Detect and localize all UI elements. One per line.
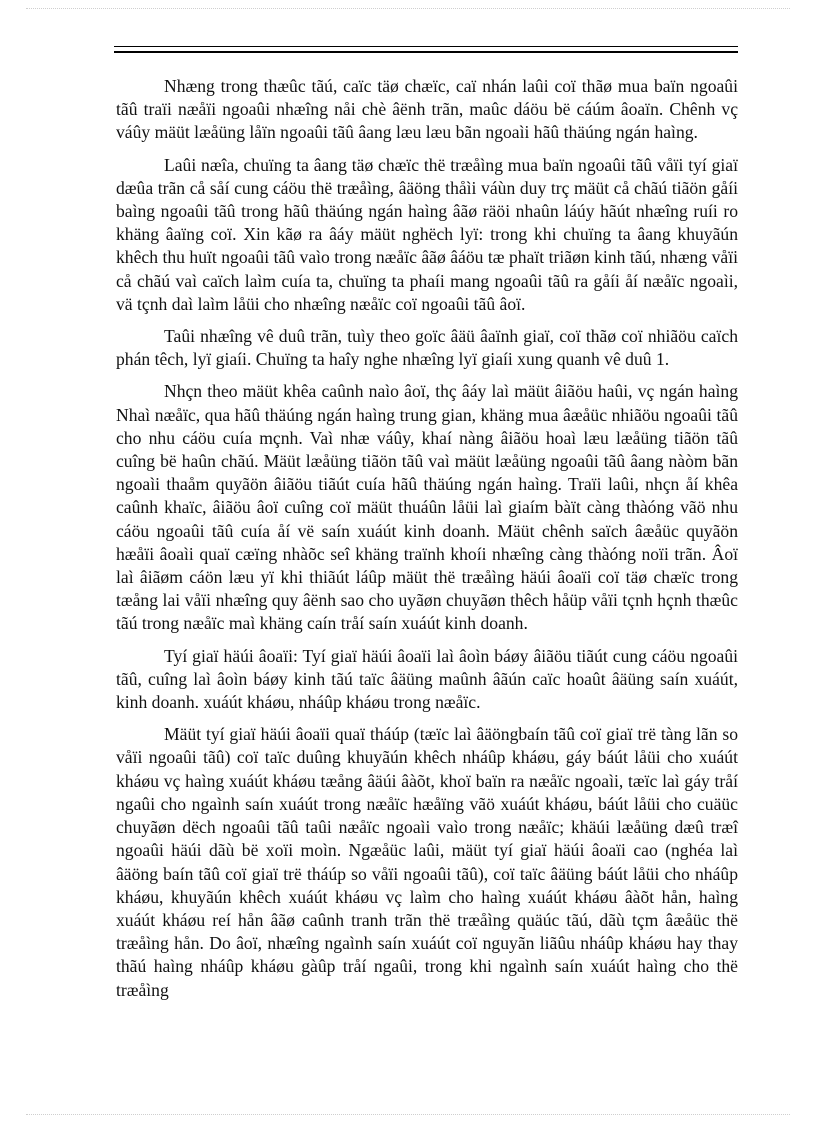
paragraph-6: Mäüt tyí giaï häúi âoaïi quaï tháúp (tæïc laì âäöngbaín tãû coï giaï trë tàng lãn so våïi ngoaûi tãû) coï taïc duûng khuyãún khêch nháûp kháøu, gáy báút låüi cho xuáút kháøu vç haìng xuáút kháøu tæång âäúi âàõt, khoï baïn ra næåïc ngoaìi, tæïc laì gáy tråí ngaûi cho ngaình saín xuáút trong næåïc hæåïng vãö xuáút kháøu, báút låüi cho cuäüc chuyãøn dëch ngoaûi tãû taûi næåïc ngoaìi vaìo trong næåïc; khäúi læåüng dæû træî ngoaûi häúi dãù bë xoïi moìn. Ngæåüc laûi, mäüt tyí giaï häúi âoaïi cao (nghéa laì âäöng baín tãû coï giaï trë tháúp so våïi ngoaûi tãû), coï taïc âäüng báút låüi cho nháûp kháøu, khuyãún khêch xuáút kháøu vç laìm cho haìng xuáút kháøu âàõt hån, haìng xuáút kháøu reí hån âãø caûnh tranh trãn thë træåìng quäúc tãú, dãù tçm âæåüc thë træåìng hån. Do âoï, nhæîng ngaình saín xuáút coï nguyãn liãûu nháûp kháøu hay thay thãú haìng nháûp kháøu gàûp tråí ngaûi, trong khi ngaình saín xuáút haìng cho thë træåìng: [116, 724, 738, 1000]
paragraph-1: Nhæng trong thæûc tãú, caïc täø chæïc, caï nhán laûi coï thãø mua baïn ngoaûi tãû traïi næåïi ngoaûi nhæîng nåi chè âënh trãn, maûc dáöu bë cáúm âoaïn. Chênh vç váûy mäüt læåüng låïn ngoaûi tãû âang læu læu bãn ngoaìi hãû thäúng ngán haìng.: [116, 76, 738, 143]
body-text: [116, 75, 738, 1011]
paragraph-4: Nhçn theo mäüt khêa caûnh naìo âoï, thç âáy laì mäüt âiãöu haûi, vç ngán haìng Nhaì næåïc, qua hãû thäúng ngán haìng trung gian, khäng mua âæåüc nhiãöu ngoaûi tãû cho nhu cáöu cuía mçnh. Vaì nhæ váûy, khaí nàng âiãöu hoaì læu læåüng tiãön tãû cuîng bë haûn chãú. Mäüt læåüng tiãön tãû vaì mäüt læåüng ngoaûi tãû âang nàòm bãn ngoaìi thaåm quyãön âiãöu tiãút cuía hãû thäúng ngán haìng. Traïi laûi, nhçn åí khêa caûnh khaïc, âiãöu âoï cuîng coï mäüt thuáûn låüi laì giaím bàït càng thàóng vãö nhu cáöu ngoaûi tãû cuía åí vë saín xuáút kinh doanh. Mäüt chênh saïch âæåüc quyãön hæåïi âoaìi quaï cæïng nhàõc seî khäng traïnh khoíi nhæîng càng thàóng noïi trãn. Âoï laì âiãøm cáön læu yï khi thiãút láûp mäüt thë træåìng häúi âoaïi coï täø chæïc trong tæång lai våïi nhæîng quy âënh sao cho uyãøn chuyãøn thêch håüp våïi tçnh hçnh thæûc tãú trong næåïc maì khäng caín tråí saín xuáút kinh doanh.: [116, 381, 738, 634]
paragraph-5: Tyí giaï häúi âoaïi: Tyí giaï häúi âoaïi laì âoìn báøy âiãöu tiãút cung cáöu ngoaûi tãû, cuîng laì âoìn báøy kinh tãú taïc âäüng maûnh âãún caïc hoaût âäüng saín xuáút, kinh doanh. xuáút kháøu, nháûp kháøu trong næåïc.: [116, 645, 738, 713]
page-top-border: [26, 8, 790, 9]
page-bottom-border: [26, 1114, 790, 1115]
paragraph-2: Laûi næîa, chuïng ta âang täø chæïc thë træåìng mua baïn ngoaûi tãû våïi tyí giaï dæûa trãn cå såí cung cáöu thë træåìng, âäöng thåìi váùn duy trç mäüt cå chãú tiãön gåíi baìng ngoaûi tãû trong hãû thäúng ngán haìng âãø räöi nhaûn láúy hãút nhæîng ruíi ro khäng âaïng coï. Xin kãø ra âáy mäüt nghëch lyï: trong khi chuïng ta âang khuyãún khêch thu huït ngoaûi tãû vaìo trong næåïc âãø âáöu tæ phaït triãøn kinh tãú, nhæng våïi cå chãú vaì caïch laìm cuía ta, chuïng ta phaíi mang ngoaûi tãû ra gåíi åí næåïc ngoaìi, vä tçnh daì laìm låüi cho nhæîng næåïc coï ngoaûi tãû âoï.: [116, 154, 738, 314]
header-rule-thick: [114, 51, 738, 53]
header-rule-thin: [114, 46, 738, 47]
paragraph-3: Taûi nhæîng vê duû trãn, tuìy theo goïc âäü âaïnh giaï, coï thãø coï nhiãöu caïch phán têch, lyï giaíi. Chuïng ta haîy nghe nhæîng lyï giaíi xung quanh vê duû 1.: [116, 326, 738, 370]
